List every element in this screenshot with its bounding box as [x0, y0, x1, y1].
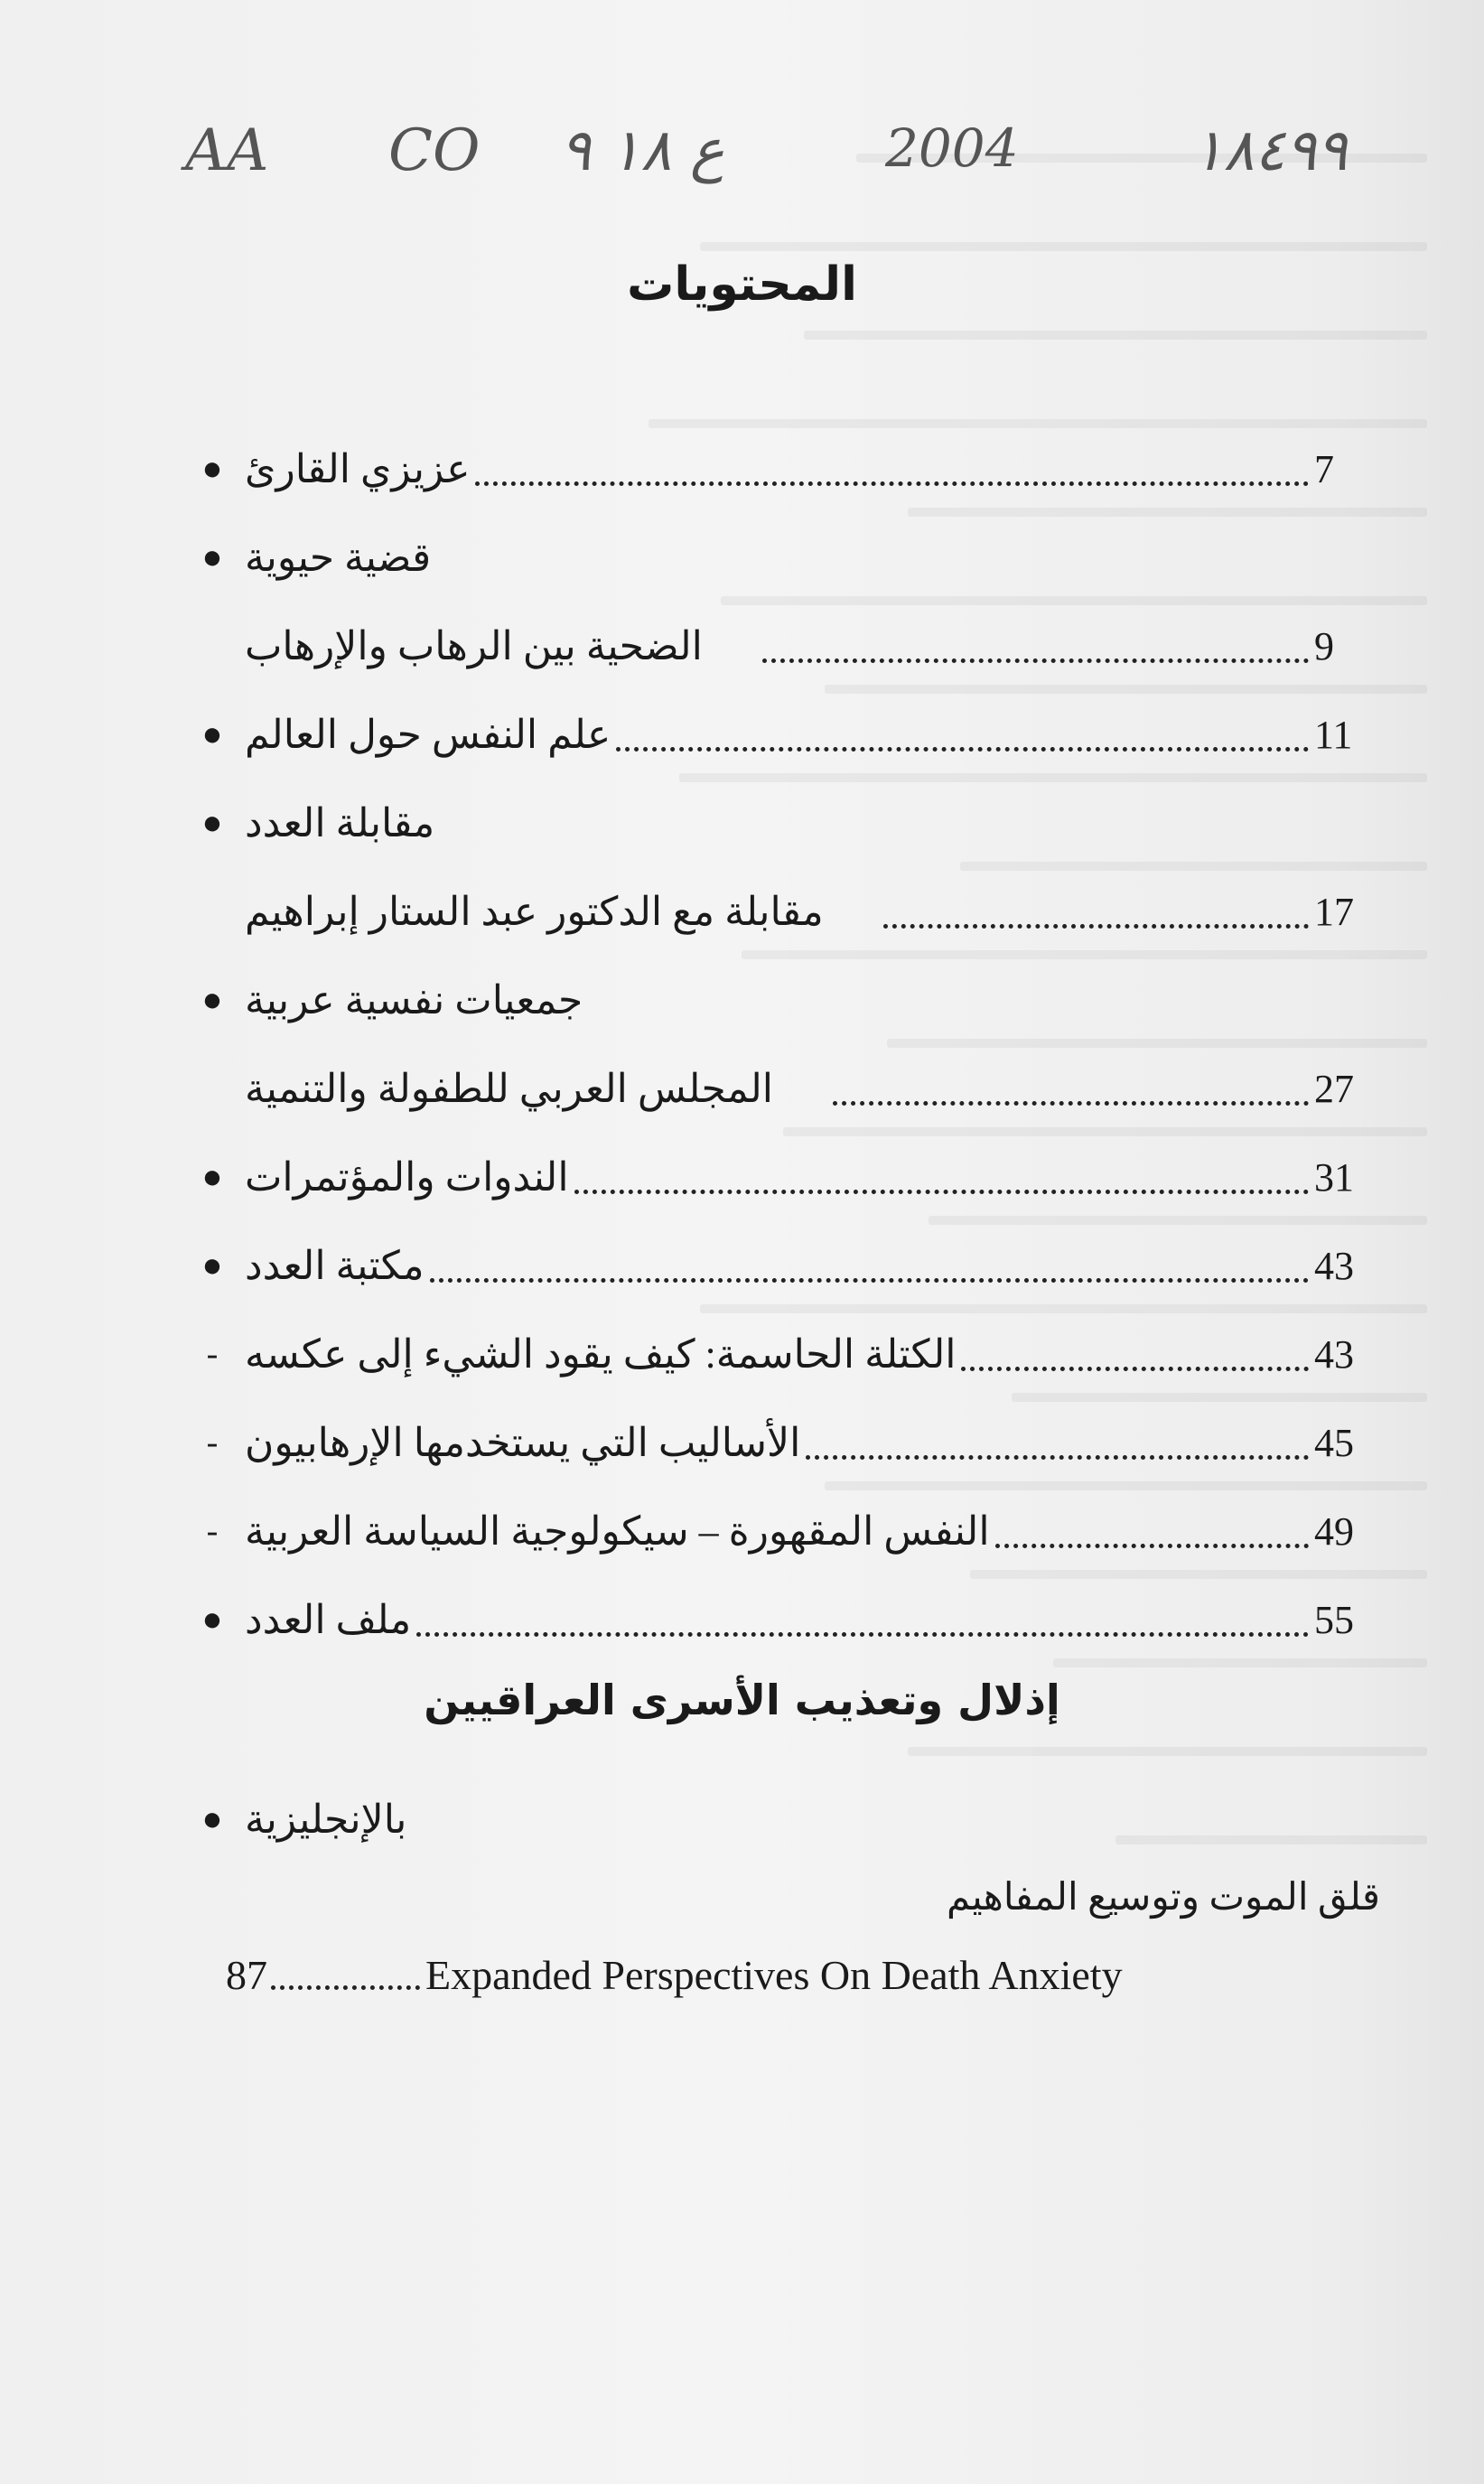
toc-row — [185, 1133, 1386, 1221]
dot-leader — [762, 655, 1309, 663]
toc-row — [185, 1398, 1386, 1487]
bullet-icon: ● — [201, 538, 223, 576]
dash-icon: - — [206, 1424, 219, 1461]
bullet-icon: ● — [201, 715, 223, 753]
toc-row — [185, 1044, 1386, 1133]
dot-leader — [271, 1985, 420, 1990]
dash-icon: - — [206, 1512, 219, 1550]
toc-page-number: 7 — [1314, 446, 1334, 491]
toc-row — [185, 1221, 1386, 1310]
handwritten-year: 2004 — [885, 117, 1019, 179]
toc-row — [185, 867, 1386, 956]
toc-entry-title: قضية حيوية — [245, 535, 432, 580]
handwritten-note-left: AA — [185, 117, 269, 184]
bullet-icon: ● — [201, 1800, 223, 1838]
dot-leader — [806, 1452, 1309, 1460]
toc-page-number: 49 — [1314, 1508, 1354, 1554]
toc-entry-title: مقابلة العدد — [245, 800, 435, 845]
dot-leader — [475, 478, 1309, 486]
toc-page-number: 45 — [1314, 1420, 1354, 1465]
toc-page-number: 55 — [1314, 1597, 1354, 1642]
toc-entry-title: مكتبة العدد — [245, 1243, 425, 1288]
dot-leader — [961, 1363, 1309, 1371]
toc-page-number: 9 — [1314, 623, 1334, 668]
dot-leader — [833, 1097, 1309, 1106]
dot-leader — [430, 1275, 1309, 1283]
toc-row — [185, 1575, 1386, 1664]
bullet-icon: ● — [201, 804, 223, 842]
toc-row — [185, 956, 1386, 1044]
bullet-icon: ● — [201, 981, 223, 1019]
toc-row — [185, 1310, 1386, 1398]
toc-entry-title: الأساليب التي يستخدمها الإرهابيون — [245, 1420, 801, 1465]
toc-row — [185, 602, 1386, 690]
bullet-icon: ● — [201, 1158, 223, 1196]
toc-entry-title: ملف العدد — [245, 1597, 412, 1642]
handwritten-note-mid1: CO — [388, 117, 481, 184]
dot-leader — [416, 1629, 1309, 1637]
toc-page-number: 17 — [1314, 889, 1354, 934]
toc-entry-title: عزيزي القارئ — [245, 446, 471, 491]
toc-entry-title: علم النفس حول العالم — [245, 712, 611, 757]
arabic-article-title: قلق الموت وتوسيع المفاهيم — [947, 1877, 1380, 1919]
toc-entry-title: المجلس العربي للطفولة والتنمية — [245, 1066, 773, 1111]
section-heading: إذلال وتعذيب الأسرى العراقيين — [424, 1676, 1060, 1724]
toc-row — [185, 1487, 1386, 1575]
toc-row — [185, 513, 1386, 602]
toc-row — [185, 690, 1386, 779]
toc-page-number: 31 — [1314, 1154, 1354, 1200]
english-section-row — [185, 1775, 1386, 1863]
dash-icon: - — [206, 1335, 219, 1373]
toc-page-number: 27 — [1314, 1066, 1354, 1111]
toc-entry-title: الكتلة الحاسمة: كيف يقود الشيء إلى عكسه — [245, 1331, 957, 1377]
toc-entry-title: الندوات والمؤتمرات — [245, 1154, 569, 1200]
page-title: المحتويات — [627, 257, 857, 312]
toc-row — [185, 1775, 1386, 1863]
toc-entry-title: الضحية بين الرهاب والإرهاب — [245, 623, 703, 668]
bullet-icon: ● — [201, 1601, 223, 1639]
dot-leader — [995, 1540, 1309, 1548]
english-article-row — [226, 1951, 1337, 1999]
bullet-icon: ● — [201, 450, 223, 488]
toc-entry-title: النفس المقهورة – سيكولوجية السياسة العربية — [245, 1508, 990, 1554]
table-of-contents — [185, 425, 1386, 1664]
toc-page-number: 43 — [1314, 1331, 1354, 1377]
dot-leader — [883, 920, 1309, 929]
toc-entry-title: بالإنجليزية — [245, 1797, 407, 1842]
toc-page-number: 11 — [1314, 712, 1353, 757]
handwritten-note-right: ١٨٤٩٩ — [1192, 117, 1348, 184]
toc-page-number: 43 — [1314, 1243, 1354, 1288]
handwritten-note-mid2: ع ١٨ ٩ — [560, 117, 724, 184]
bullet-icon: ● — [201, 1247, 223, 1284]
dot-leader — [616, 743, 1309, 752]
toc-row — [185, 779, 1386, 867]
dot-leader — [574, 1186, 1309, 1194]
toc-entry-title: جمعيات نفسية عربية — [245, 977, 583, 1023]
toc-row — [185, 425, 1386, 513]
toc-page-number: 87 — [226, 1952, 267, 1998]
toc-entry-title: مقابلة مع الدكتور عبد الستار إبراهيم — [245, 889, 824, 934]
english-article-title: Expanded Perspectives On Death Anxiety — [425, 1952, 1123, 1998]
